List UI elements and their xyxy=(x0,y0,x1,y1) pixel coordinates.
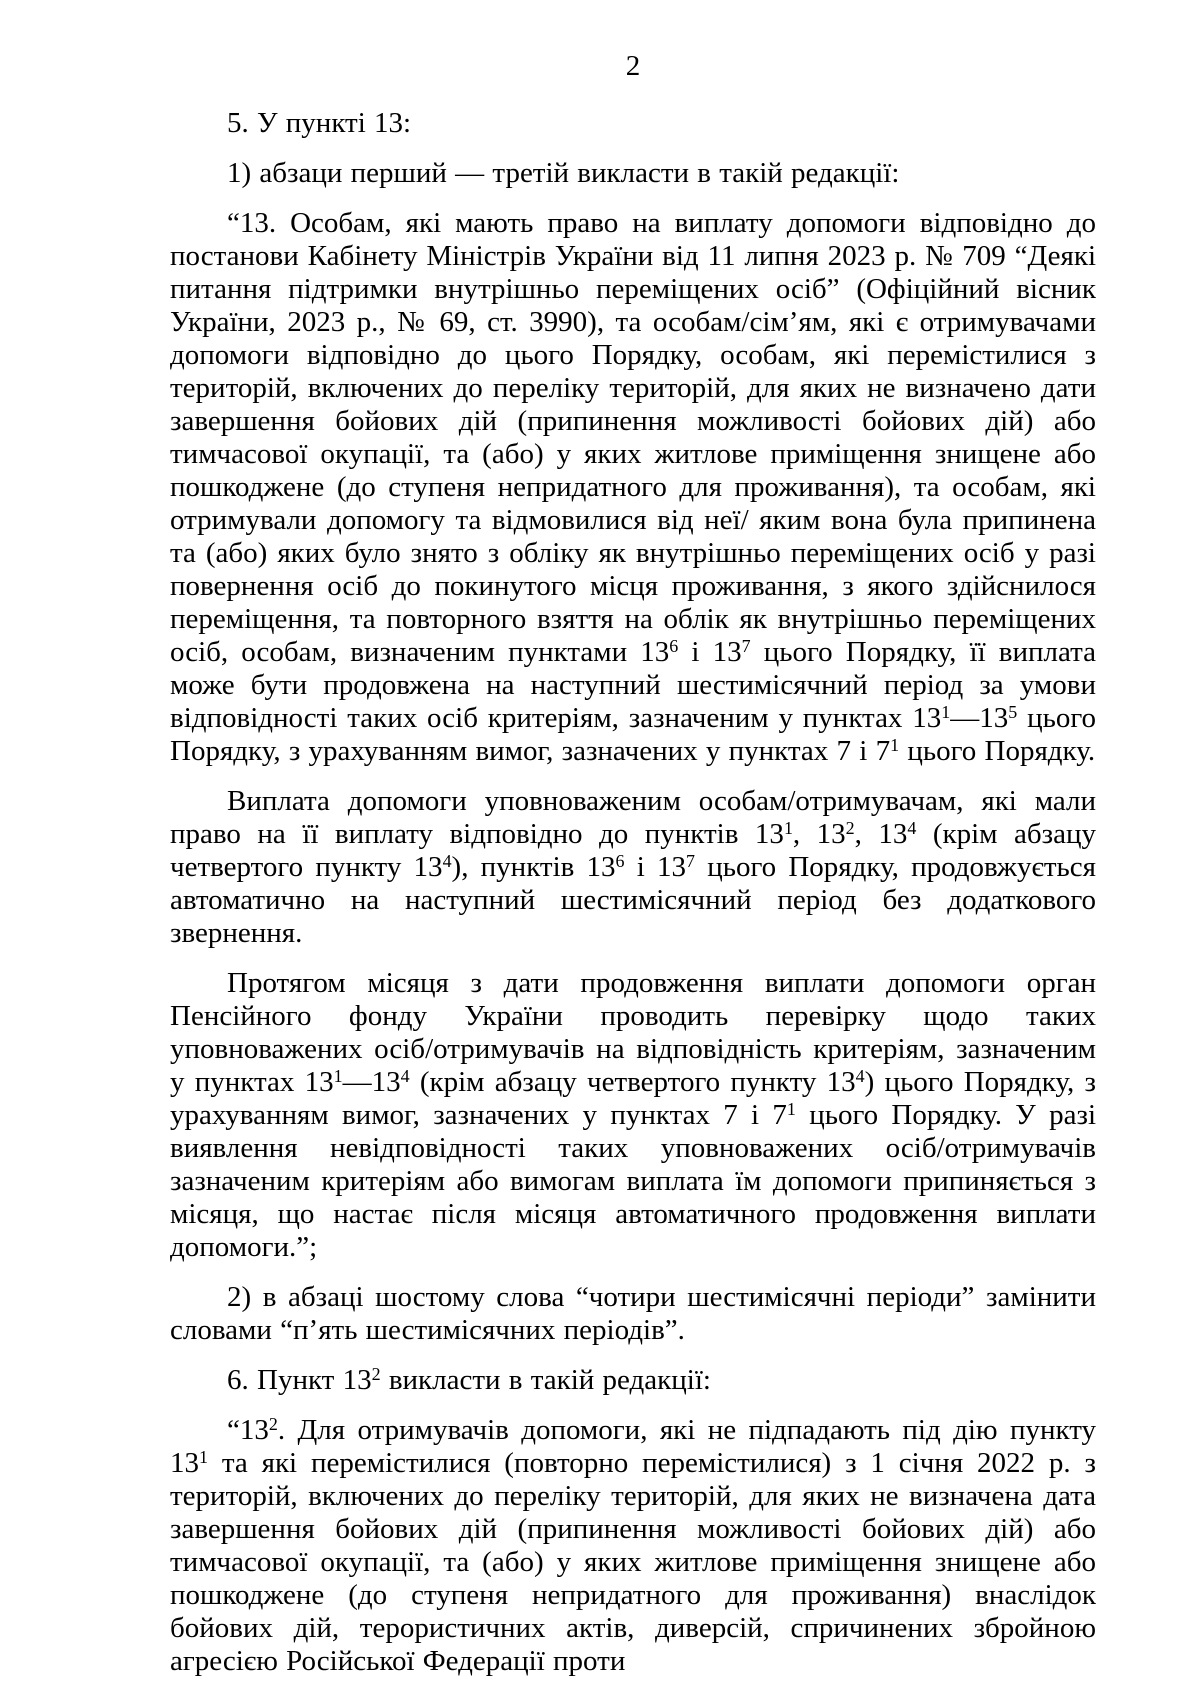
text-run: 6. Пункт 13 xyxy=(227,1364,372,1396)
text-run: 5. У пункті 13: xyxy=(227,107,412,139)
superscript-text-run: 1 xyxy=(333,1066,343,1087)
text-run: і 13 xyxy=(624,851,687,883)
superscript-text-run: 1 xyxy=(199,1447,208,1468)
text-run: (крім абзацу четвертого пункту 13 xyxy=(409,1066,856,1098)
text-run: Протягом місяця з дати продовження виплати допомоги орган Пенсійного фонду України проводить перевірку щодо таких уповноважених осіб/отримувачів на відповідність критеріям, зазначеним у пунктах 13 xyxy=(170,967,1096,1098)
superscript-text-run: 1 xyxy=(890,735,900,756)
paragraph xyxy=(170,785,1096,950)
superscript-text-run: 6 xyxy=(669,636,679,657)
superscript-text-run: 7 xyxy=(741,636,751,657)
superscript-text-run: 4 xyxy=(855,1066,865,1087)
text-run: “13 xyxy=(227,1414,269,1446)
superscript-text-run: 2 xyxy=(845,818,855,839)
text-run: . Для отримувачів допомоги, які не підпадають під дію пункту 13 xyxy=(170,1414,1096,1479)
paragraph xyxy=(170,1281,1096,1347)
text-run: ), пунктів 13 xyxy=(451,851,616,883)
text-run: “13. Особам, які мають право на виплату допомоги відповідно до постанови Кабінету Міністрів України від 11 липня 2023 р. № 709 “Деякі питання підтримки внутрішньо переміщених осіб” (Офіційний вісник України, 2023 р., № 69, ст. 3990), та особам/сім’ям, які є отримувачами допомоги відповідно до цього Порядку, особам, які перемістилися з територій, включених до переліку територій, для яких не визначено дати завершення бойових дій (припинення можливості бойових дій) або тимчасової окупації, та (або) у яких житлове приміщення знищене або пошкоджене (до ступеня непридатного для проживання), та особам, які отримували допомогу та відмовилися від неї/ яким вона була припинена та (або) яких було знято з обліку як внутрішньо переміщених осіб у разі повернення осіб до покинутого місця проживання, з якого здійснилося переміщення, та повторного взяття на облік як внутрішньо переміщених осіб, особам, визначеним пунктами 13 xyxy=(170,207,1096,668)
text-run: ) цього Порядку, з урахуванням вимог, зазначених у пунктах 7 і 7 xyxy=(170,1066,1096,1131)
text-run: цього Порядку. xyxy=(899,735,1096,767)
text-run: , 13 xyxy=(854,818,908,850)
superscript-text-run: 5 xyxy=(1008,702,1018,723)
superscript-text-run: 7 xyxy=(686,851,695,872)
superscript-text-run: 6 xyxy=(615,851,625,872)
text-run: —13 xyxy=(342,1066,401,1098)
text-run: цього Порядку, з урахуванням вимог, зазначених у пунктах 7 і 7 xyxy=(170,702,1096,767)
text-run: цього Порядку, її виплата може бути продовжена на наступний шестимісячний період за умови відповідності таких осіб критеріям, зазначеним у пунктах 13 xyxy=(170,636,1096,734)
paragraph xyxy=(170,207,1096,768)
text-run: Виплата допомоги уповноваженим особам/отримувачам, які мали право на її виплату відповідно до пунктів 13 xyxy=(170,785,1096,850)
text-run: , 13 xyxy=(792,818,846,850)
superscript-text-run: 1 xyxy=(786,1099,796,1120)
superscript-text-run: 4 xyxy=(907,818,917,839)
paragraph xyxy=(170,1414,1096,1678)
paragraph xyxy=(170,967,1096,1264)
paragraph xyxy=(170,157,1096,190)
paragraph xyxy=(170,107,1096,140)
paragraph xyxy=(170,1364,1096,1397)
text-run: (крім абзацу четвертого пункту 13 xyxy=(170,818,1097,883)
text-run: 2) в абзаці шостому слова “чотири шестимісячні періоди” замінити словами “п’ять шестимісячних періодів”. xyxy=(170,1281,1096,1346)
text-run: та які перемістилися (повторно перемістилися) з 1 січня 2022 р. з територій, включених до переліку територій, для яких не визначена дата завершення бойових дій (припинення можливості бойових дій) або тимчасової окупації, та (або) у яких житлове приміщення знищене або пошкоджене (до ступеня непридатного для проживання) внаслідок бойових дій, терористичних актів, диверсій, спричинених збройною агресією Російської Федерації проти xyxy=(170,1447,1096,1677)
superscript-text-run: 2 xyxy=(268,1414,278,1435)
superscript-text-run: 1 xyxy=(783,818,793,839)
superscript-text-run: 1 xyxy=(941,702,951,723)
text-run: —13 xyxy=(950,702,1009,734)
page-number: 2 xyxy=(625,50,641,82)
text-run: цього Порядку. У разі виявлення невідповідності таких уповноважених осіб/отримувачів зазначеним критеріям або вимогам виплата їм допомоги припиняється з місяця, що настає після місяця автоматичного продовження виплати допомоги.”; xyxy=(170,1099,1096,1263)
superscript-text-run: 4 xyxy=(400,1066,410,1087)
superscript-text-run: 2 xyxy=(371,1364,381,1385)
text-run: викласти в такій редакції: xyxy=(380,1364,711,1396)
text-run: 1) абзаци перший — третій викласти в такій редакції: xyxy=(227,157,900,189)
document-body xyxy=(170,107,1096,1678)
superscript-text-run: 4 xyxy=(442,851,452,872)
text-run: цього Порядку, продовжується автоматично на наступний шестимісячний період без додаткового звернення. xyxy=(170,851,1096,949)
text-run: і 13 xyxy=(678,636,742,668)
